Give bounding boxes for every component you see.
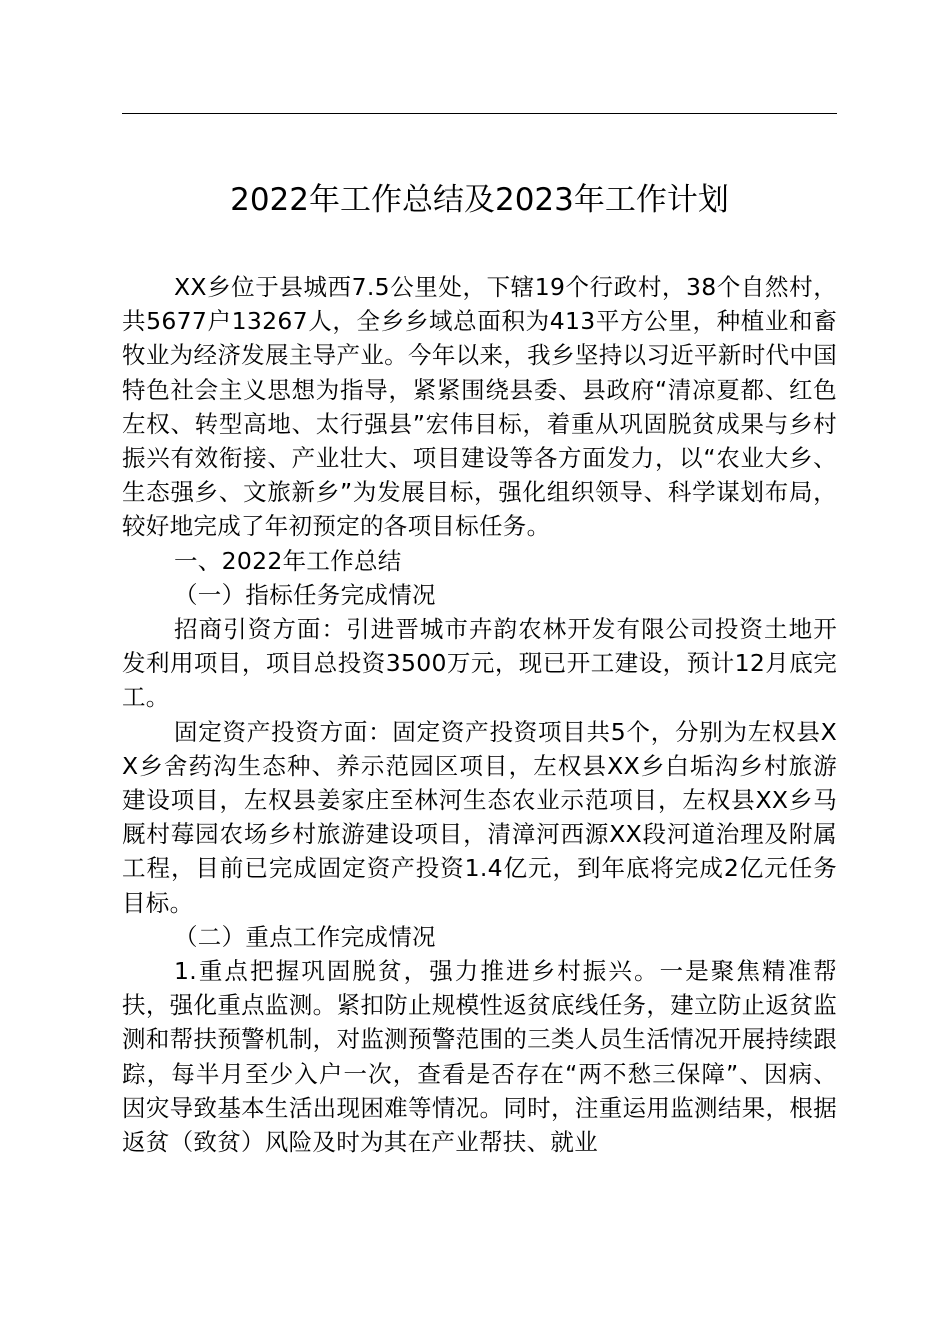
paragraph-fixed-asset-investment: 固定资产投资方面：固定资产投资项目共5个，分别为左权县XX乡舍药沟生态种、养示范园区项目，左权县XX乡白垢沟乡村旅游建设项目，左权县姜家庄至林河生态农业示范项目，左权县XX乡马厩村莓园农场乡村旅游建设项目，清漳河西源XX段河道治理及附属工程，目前已完成固定资产投资1.4亿元，到年底将完成2亿元任务目标。 xyxy=(122,717,837,917)
paragraph-investment-attraction: 招商引资方面：引进晋城市卉韵农林开发有限公司投资土地开发利用项目，项目总投资3500万元，现已开工建设，预计12月底完工。 xyxy=(122,615,837,712)
document-body xyxy=(122,270,837,1159)
subsection-heading-key-work: （二）重点工作完成情况 xyxy=(174,922,436,951)
document-title: 2022年工作总结及2023年工作计划 xyxy=(230,182,729,218)
header-rule xyxy=(122,113,837,114)
section-heading-summary: 一、2022年工作总结 xyxy=(174,546,402,575)
paragraph-intro: XX乡位于县城西7.5公里处，下辖19个行政村，38个自然村，共5677户13267人，全乡乡域总面积为413平方公里，种植业和畜牧业为经济发展主导产业。今年以来，我乡坚持以习近平新时代中国特色社会主义思想为指导，紧紧围绕县委、县政府“清凉夏都、红色左权、转型高地、太行强县”宏伟目标，着重从巩固脱贫成果与乡村振兴有效衔接、产业壮大、项目建设等各方面发力，以“农业大乡、生态强乡、文旅新乡”为发展目标，强化组织领导、科学谋划布局，较好地完成了年初预定的各项目标任务。 xyxy=(122,273,837,541)
subsection-heading-indicators: （一）指标任务完成情况 xyxy=(174,580,436,609)
paragraph-poverty-consolidation: 1.重点把握巩固脱贫，强力推进乡村振兴。一是聚焦精准帮扶，强化重点监测。紧扣防止规模性返贫底线任务，建立防止返贫监测和帮扶预警机制，对监测预警范围的三类人员生活情况开展持续跟踪，每半月至少入户一次，查看是否存在“两不愁三保障”、因病、因灾导致基本生活出现困难等情况。同时，注重运用监测结果，根据返贫（致贫）风险及时为其在产业帮扶、就业 xyxy=(122,957,837,1157)
